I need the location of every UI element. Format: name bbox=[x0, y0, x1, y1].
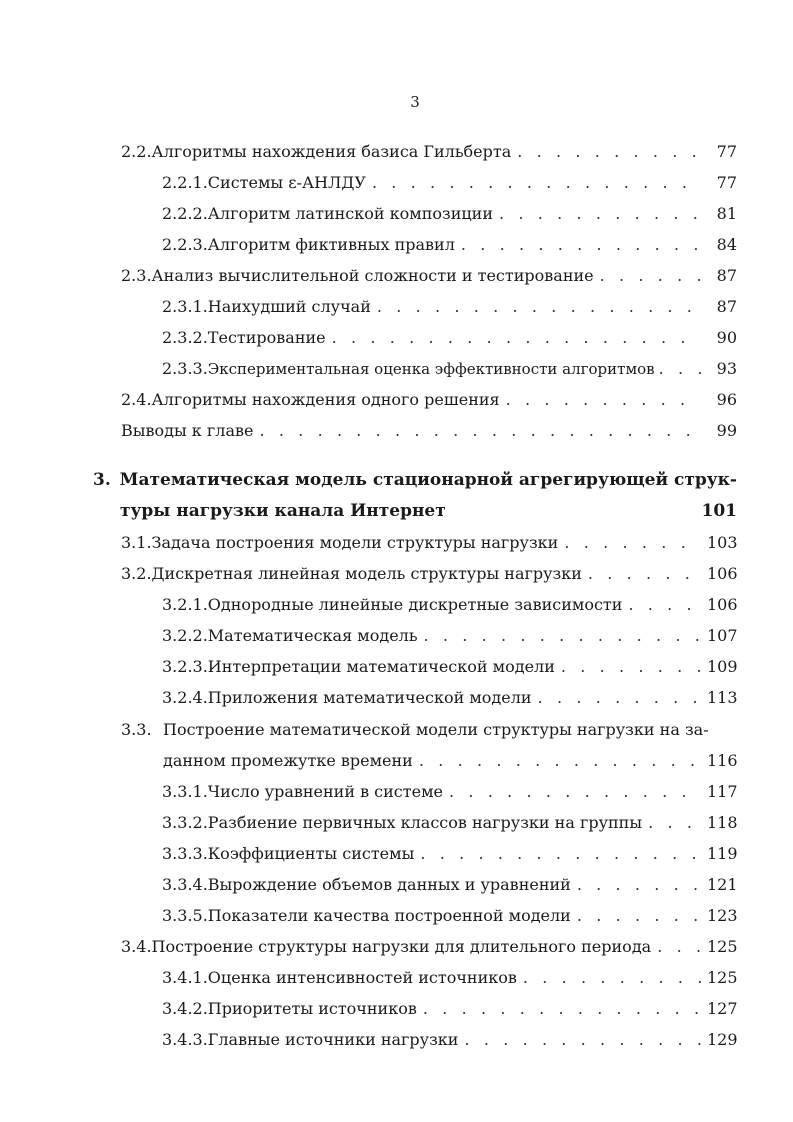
section-title: Число уравнений в системе bbox=[207, 782, 443, 801]
chapter-title-line2: туры нагрузки канала Интернет bbox=[120, 501, 446, 521]
section-title: Тестирование bbox=[207, 328, 326, 347]
dot-leader bbox=[499, 204, 701, 224]
section-title: Разбиение первичных классов нагрузки на группы bbox=[207, 813, 643, 832]
toc-entry[interactable] bbox=[121, 142, 737, 162]
section-title: Показатели качества построенной модели bbox=[207, 906, 571, 925]
toc-entry[interactable] bbox=[162, 906, 737, 926]
chapter-heading[interactable] bbox=[93, 470, 737, 490]
page-ref: 96 bbox=[716, 390, 737, 409]
dot-leader bbox=[420, 844, 701, 864]
page-ref: 125 bbox=[707, 968, 738, 987]
page-ref: 87 bbox=[716, 266, 737, 285]
page-ref: 106 bbox=[707, 595, 738, 614]
dot-leader bbox=[564, 533, 701, 553]
section-title-line1: Построение математической модели структуры нагрузки на за- bbox=[163, 720, 709, 739]
page-ref: 117 bbox=[707, 782, 738, 801]
page-ref: 103 bbox=[707, 533, 738, 552]
page-ref: 106 bbox=[707, 564, 738, 583]
section-number: 3.3.5. bbox=[162, 906, 208, 925]
section-number: 2.2. bbox=[121, 142, 152, 161]
section-number: 3.3.4. bbox=[162, 875, 208, 894]
page-ref: 77 bbox=[716, 173, 737, 192]
section-title: Алгоритмы нахождения одного решения bbox=[151, 390, 500, 409]
dot-leader bbox=[659, 359, 703, 379]
section-number: 3.3.2. bbox=[162, 813, 208, 832]
toc-entry-cont[interactable] bbox=[163, 751, 737, 771]
section-title-line2: данном промежутке времени bbox=[163, 751, 413, 770]
dot-leader bbox=[657, 937, 701, 957]
dot-leader bbox=[561, 657, 701, 677]
section-title: Математическая модель bbox=[207, 626, 418, 645]
section-title: Интерпретации математической модели bbox=[207, 657, 555, 676]
page-ref: 99 bbox=[716, 421, 737, 440]
section-number: 2.2.3. bbox=[162, 235, 208, 254]
dot-leader bbox=[648, 813, 701, 833]
toc-entry[interactable] bbox=[121, 720, 737, 740]
toc-entry[interactable] bbox=[162, 844, 737, 864]
section-number: 3.4.1. bbox=[162, 968, 208, 987]
page-ref: 118 bbox=[707, 813, 738, 832]
section-number: 2.3.1. bbox=[162, 297, 208, 316]
section-title: Приоритеты источников bbox=[207, 999, 417, 1018]
page-ref: 123 bbox=[707, 906, 738, 925]
section-number: 3.4.2. bbox=[162, 999, 208, 1018]
dot-leader bbox=[523, 968, 701, 988]
chapter-heading-cont[interactable] bbox=[120, 501, 737, 521]
toc-entry[interactable] bbox=[121, 266, 737, 286]
toc-entry[interactable] bbox=[162, 657, 737, 677]
section-number: 3.3. bbox=[121, 720, 152, 739]
toc-entry[interactable] bbox=[162, 999, 737, 1019]
section-number: 3.2.3. bbox=[162, 657, 208, 676]
dot-leader bbox=[464, 1030, 701, 1050]
toc-entry[interactable] bbox=[162, 595, 737, 615]
dot-leader bbox=[577, 906, 701, 926]
section-number: 2.3.3. bbox=[162, 359, 208, 378]
dot-leader bbox=[461, 235, 701, 255]
toc-entry[interactable] bbox=[162, 626, 737, 646]
section-number: 3.4. bbox=[121, 937, 152, 956]
dot-leader bbox=[628, 595, 701, 615]
chapter-title-line1: Математическая модель стационарной агрегирующей струк- bbox=[119, 470, 737, 490]
section-title: Вырождение объемов данных и уравнений bbox=[207, 875, 571, 894]
section-number: 3.1. bbox=[121, 533, 152, 552]
section-title: Системы ε-АНЛДУ bbox=[207, 173, 366, 192]
page-ref: 116 bbox=[707, 751, 738, 770]
toc-entry[interactable] bbox=[162, 204, 737, 224]
dot-leader bbox=[377, 297, 701, 317]
dot-leader bbox=[419, 751, 701, 771]
page-number: 3 bbox=[410, 93, 420, 111]
toc-entry[interactable] bbox=[121, 937, 737, 957]
section-title: Приложения математической модели bbox=[207, 688, 532, 707]
section-number: 3.3.3. bbox=[162, 844, 208, 863]
toc-entry[interactable] bbox=[162, 235, 737, 255]
page-ref: 127 bbox=[707, 999, 738, 1018]
section-number: 3.2. bbox=[121, 564, 152, 583]
dot-leader bbox=[506, 390, 701, 410]
toc-entry[interactable] bbox=[162, 688, 737, 708]
page-ref: 77 bbox=[716, 142, 737, 161]
toc-entry[interactable] bbox=[162, 297, 737, 317]
dot-leader bbox=[372, 173, 701, 193]
toc-entry[interactable] bbox=[162, 875, 737, 895]
section-title: Однородные линейные дискретные зависимости bbox=[207, 595, 623, 614]
section-title: Алгоритм латинской композиции bbox=[207, 204, 493, 223]
toc-entry[interactable] bbox=[121, 564, 737, 584]
section-title: Построение структуры нагрузки для длительного периода bbox=[151, 937, 652, 956]
toc-entry[interactable] bbox=[162, 173, 737, 193]
section-title: Алгоритм фиктивных правил bbox=[207, 235, 455, 254]
dot-leader bbox=[424, 626, 701, 646]
section-title: Наихудший случай bbox=[207, 297, 371, 316]
page-ref: 129 bbox=[707, 1030, 738, 1049]
toc-entry[interactable] bbox=[121, 421, 737, 441]
page-ref: 107 bbox=[707, 626, 738, 645]
toc-entry[interactable] bbox=[162, 359, 737, 379]
section-number: 2.2.1. bbox=[162, 173, 208, 192]
section-title: Оценка интенсивностей источников bbox=[207, 968, 517, 987]
section-number: 2.3.2. bbox=[162, 328, 208, 347]
section-title: Анализ вычислительной сложности и тестирование bbox=[151, 266, 594, 285]
toc-entry[interactable] bbox=[162, 782, 737, 802]
toc-entry[interactable] bbox=[162, 328, 737, 348]
section-number: 3.2.1. bbox=[162, 595, 208, 614]
section-number: 3.2.4. bbox=[162, 688, 208, 707]
section-title: Дискретная линейная модель структуры нагрузки bbox=[151, 564, 582, 583]
page-ref: 101 bbox=[701, 501, 737, 521]
toc-entry[interactable] bbox=[121, 533, 737, 553]
page-ref: 84 bbox=[716, 235, 737, 254]
section-number: 2.4. bbox=[121, 390, 152, 409]
page-ref: 119 bbox=[707, 844, 738, 863]
page-ref: 81 bbox=[716, 204, 737, 223]
dot-leader bbox=[332, 328, 701, 348]
section-title: Выводы к главе bbox=[121, 421, 254, 440]
section-title: Коэффициенты системы bbox=[207, 844, 415, 863]
section-number: 3.4.3. bbox=[162, 1030, 208, 1049]
page-ref: 109 bbox=[707, 657, 738, 676]
section-title: Задача построения модели структуры нагрузки bbox=[151, 533, 559, 552]
page-ref: 113 bbox=[707, 688, 738, 707]
section-number: 2.2.2. bbox=[162, 204, 208, 223]
section-title: Экспериментальная оценка эффективности алгоритмов bbox=[207, 360, 655, 378]
dot-leader bbox=[259, 421, 701, 441]
page-ref: 121 bbox=[707, 875, 738, 894]
page-ref: 90 bbox=[716, 328, 737, 347]
page-ref: 93 bbox=[716, 359, 737, 378]
page-ref: 125 bbox=[707, 937, 738, 956]
dot-leader bbox=[449, 782, 701, 802]
dot-leader bbox=[538, 688, 701, 708]
page-ref: 87 bbox=[716, 297, 737, 316]
dot-leader bbox=[588, 564, 701, 584]
toc-entry[interactable] bbox=[162, 813, 737, 833]
toc-entry[interactable] bbox=[162, 1030, 737, 1050]
toc-entry[interactable] bbox=[162, 968, 737, 988]
dot-leader bbox=[577, 875, 701, 895]
section-number: 3.2.2. bbox=[162, 626, 208, 645]
section-title: Алгоритмы нахождения базиса Гильберта bbox=[151, 142, 512, 161]
dot-leader bbox=[600, 266, 701, 286]
toc-entry[interactable] bbox=[121, 390, 737, 410]
section-title: Главные источники нагрузки bbox=[207, 1030, 459, 1049]
section-number: 2.3. bbox=[121, 266, 152, 285]
section-number: 3.3.1. bbox=[162, 782, 208, 801]
chapter-number: 3. bbox=[93, 470, 111, 490]
dot-leader bbox=[423, 999, 701, 1019]
dot-leader bbox=[517, 142, 701, 162]
